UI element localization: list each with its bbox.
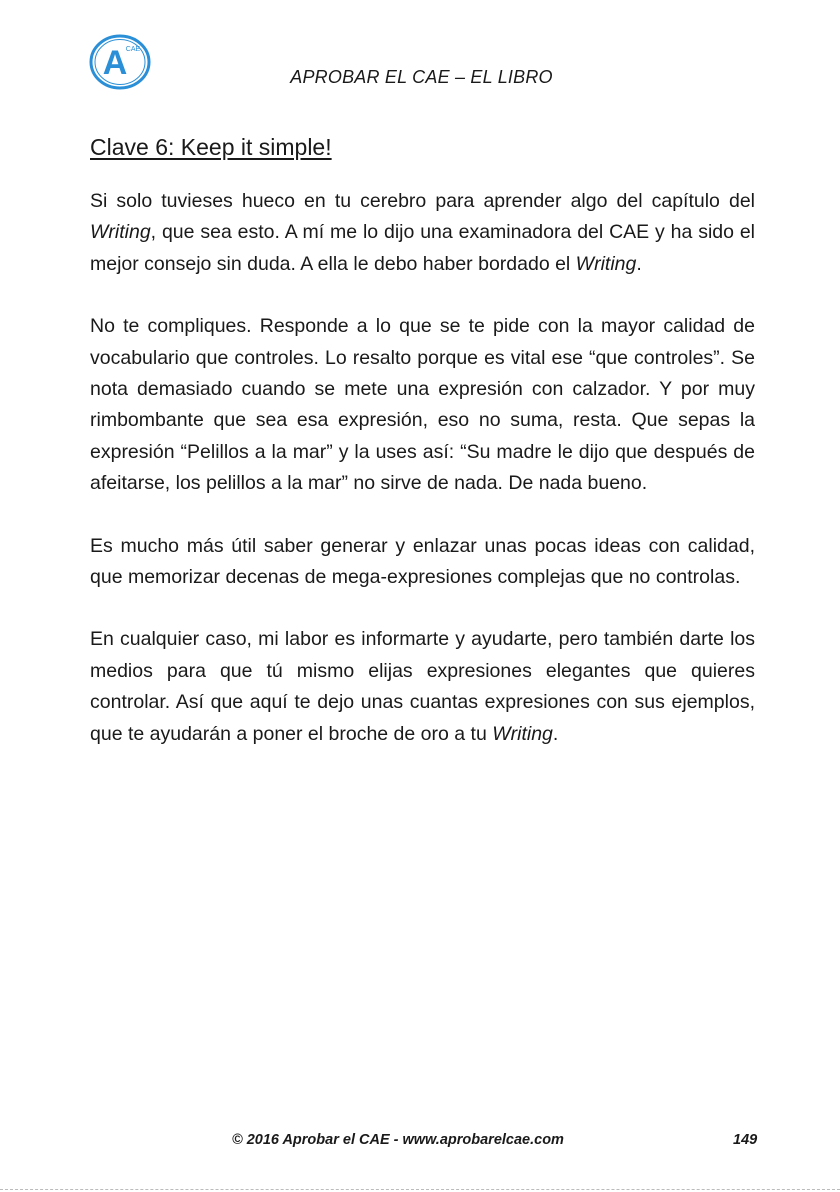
paragraph-4-text-b: . bbox=[552, 722, 559, 745]
paragraph-4 bbox=[90, 624, 755, 750]
section-heading: Clave 6: Keep it simple! bbox=[90, 134, 332, 160]
footer-copyright: © 2016 Aprobar el CAE - www.aprobarelcae.com bbox=[232, 1132, 564, 1148]
paragraph-4-text-a: En cualquier caso, mi labor es informarte y ayudarte, pero también darte los medios para que tú mismo elijas expresiones elegantes que quieres controlar. Así que aquí te dejo unas cuantas expresiones con sus ejemplos, que te ayudarán a poner el broche de oro a tu bbox=[90, 628, 755, 745]
running-title: APROBAR EL CAE – EL LIBRO bbox=[290, 67, 553, 87]
paragraph-1-text-c: . bbox=[636, 252, 642, 275]
page-content bbox=[90, 130, 755, 781]
bottom-divider bbox=[0, 1189, 840, 1190]
paragraph-1 bbox=[90, 186, 755, 280]
paragraph-1-emphasis-b: Writing bbox=[575, 252, 637, 275]
logo-small-text: CAE bbox=[125, 46, 141, 53]
paragraph-2: No te compliques. Responde a lo que se te pide con la mayor calidad de vocabulario que controles. Lo resalto porque es vital ese “que controles”. Se nota demasiado cuando se mete una expresión con calzador. Y por muy rimbombante que sea esa expresión, eso no suma, resta. Que sepas la expresión “Pelillos a la mar” y la uses así: “Su madre le dijo que después de afeitarse, los pelillos a la mar” no sirve de nada. De nada bueno. bbox=[90, 315, 755, 495]
paragraph-3: Es mucho más útil saber generar y enlazar unas pocas ideas con calidad, que memorizar decenas de mega-expresiones complejas que no controlas. bbox=[90, 534, 755, 589]
paragraph-1-emphasis-a: Writing bbox=[90, 221, 151, 244]
page-number: 149 bbox=[733, 1132, 758, 1148]
paragraph-1-text-a: Si solo tuvieses hueco en tu cerebro para aprender algo del capítulo del bbox=[90, 190, 755, 212]
paragraph-4-emphasis: Writing bbox=[492, 722, 553, 745]
logo-letter: A bbox=[102, 44, 128, 82]
paragraph-1-text-b: , que sea esto. A mí me lo dijo una examinadora del CAE y ha sido el mejor consejo sin duda. A ella le debo haber bordado el bbox=[90, 221, 755, 275]
page-footer bbox=[0, 1132, 840, 1154]
